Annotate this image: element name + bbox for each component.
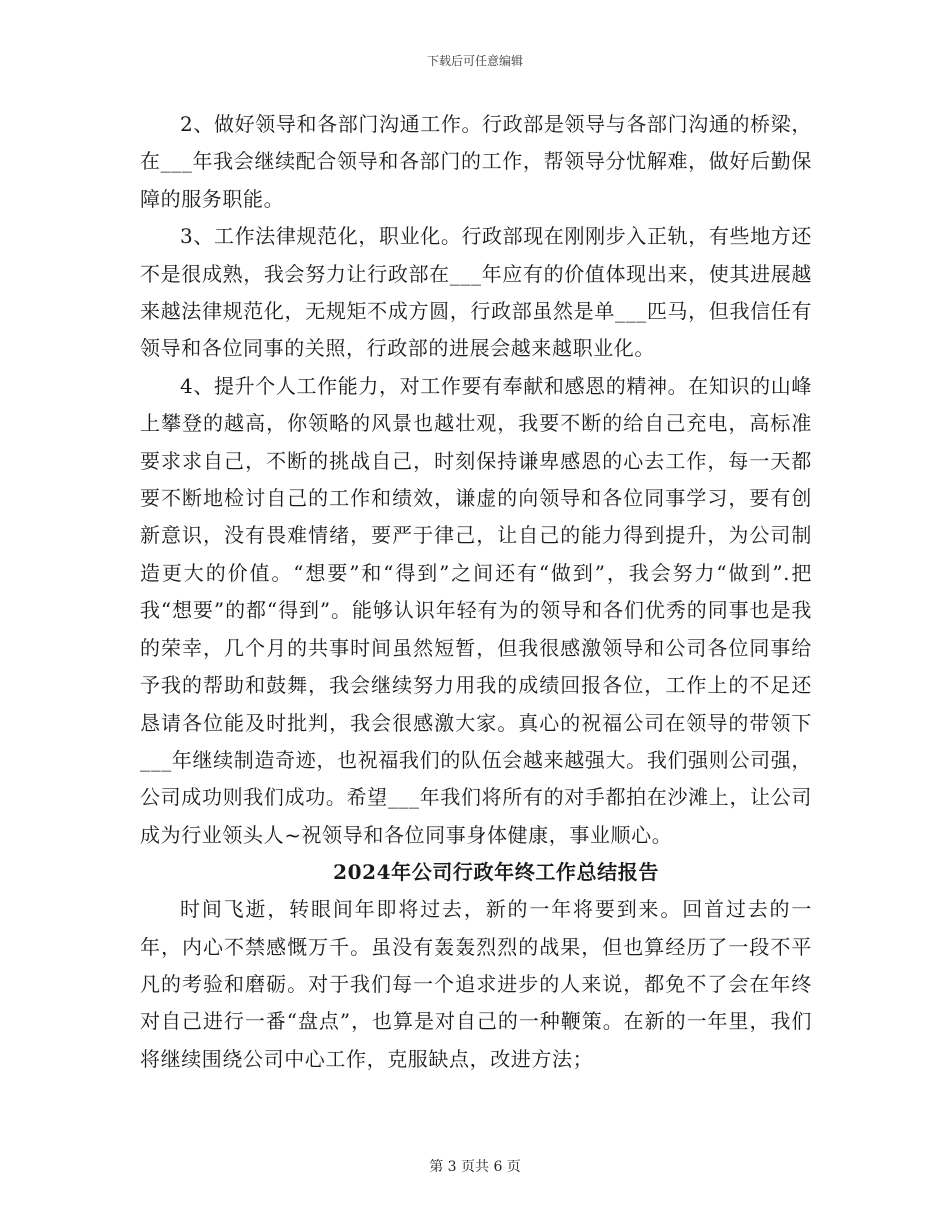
section-title: 2024年公司行政年终工作总结报告 — [333, 860, 659, 885]
section-intro-paragraph: 时间飞逝，转眼间年即将过去，新的一年将要到来。回首过去的一年，内心不禁感慨万千。虽没有轰轰烈烈的战果，但也算经历了一段不平凡的考验和磨砺。对于我们每一个追求进步的人来说，都免不了会在年终对自己进行一番“盘点”，也算是对自己的一种鞭策。在新的一年里，我们将继续围绕公司中心工作，克服缺点，改进方法； — [140, 897, 812, 1071]
page-header-note: 下载后可任意编辑 — [426, 54, 523, 68]
page-number: 第 3 页共 6 页 — [429, 1159, 521, 1175]
paragraph-item-3: 3、工作法律规范化，职业化。行政部现在刚刚步入正轨，有些地方还不是很成熟，我会努力让行政部在___年应有的价值体现出来，使其进展越来越法律规范化，无规矩不成方圆，行政部虽然是单___匹马，但我信任有领导和各位同事的关照，行政部的进展会越来越职业化。 — [140, 224, 812, 361]
paragraph-item-2: 2、做好领导和各部门沟通工作。行政部是领导与各部门沟通的桥梁，在___年我会继续配合领导和各部门的工作，帮领导分忧解难，做好后勤保障的服务职能。 — [140, 112, 812, 211]
document-body — [140, 106, 812, 1078]
paragraph-item-4: 4、提升个人工作能力，对工作要有奉献和感恩的精神。在知识的山峰上攀登的越高，你领略的风景也越壮观，我要不断的给自己充电，高标准要求求自己，不断的挑战自己，时刻保持谦卑感恩的心去工作，每一天都要不断地检讨自己的工作和绩效，谦虚的向领导和各位同事学习，要有创新意识，没有畏难情绪，要严于律己，让自己的能力得到提升，为公司制造更大的价值。“想要”和“得到”之间还有“做到”，我会努力“做到”.把我“想要”的都“得到”。能够认识年轻有为的领导和各们优秀的同事也是我的荣幸，几个月的共事时间虽然短暂，但我很感激领导和公司各位同事给予我的帮助和鼓舞，我会继续努力用我的成绩回报各位，工作上的不足还恳请各位能及时批判，我会很感激大家。真心的祝福公司在领导的带领下___年继续制造奇迹，也祝福我们的队伍会越来越强大。我们强则公司强，公司成功则我们成功。希望___年我们将所有的对手都拍在沙滩上，让公司成为行业领头人~祝领导和各位同事身体健康，事业顺心。 — [140, 373, 812, 847]
